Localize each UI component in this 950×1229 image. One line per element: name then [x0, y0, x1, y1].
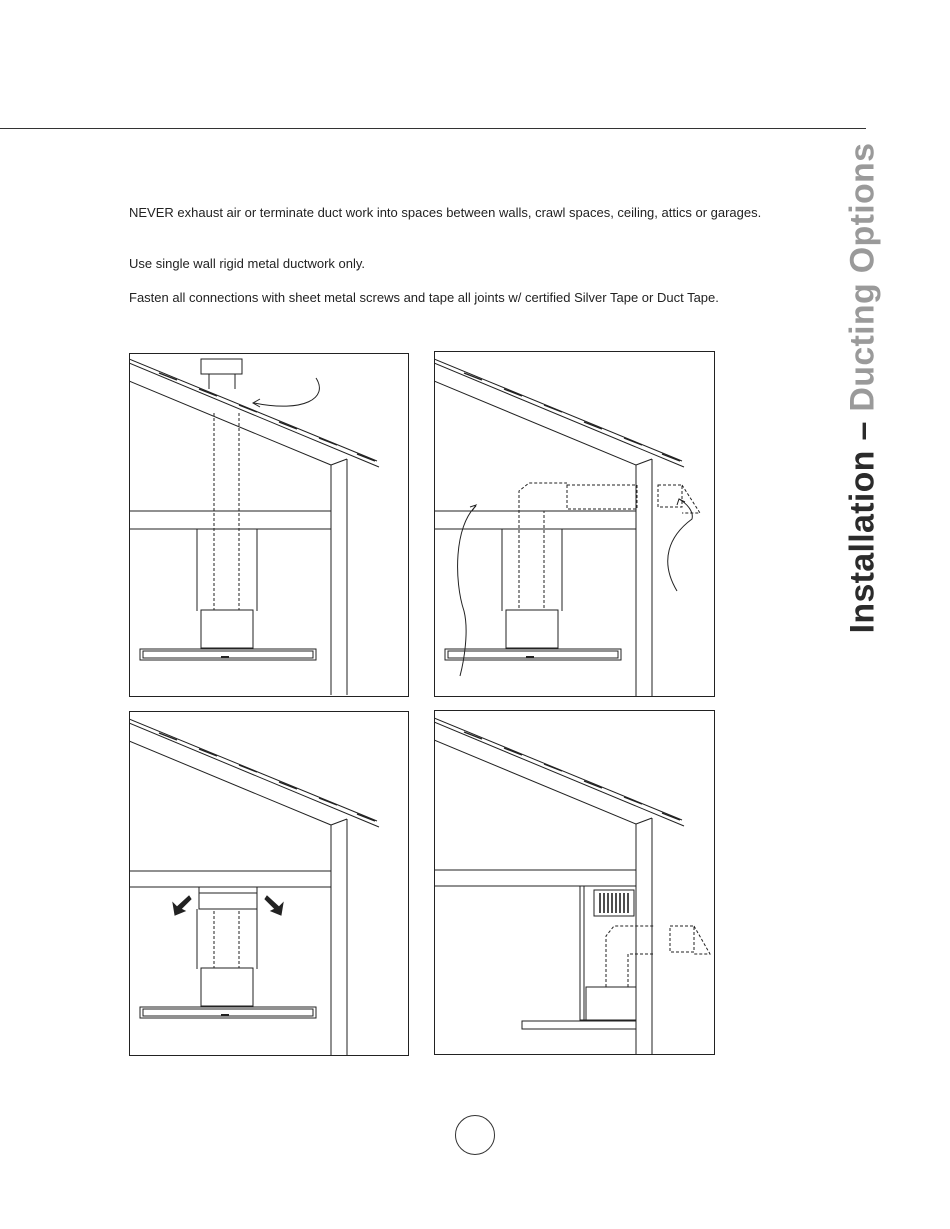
page-number-circle — [455, 1115, 495, 1155]
figure-recirculating — [129, 711, 410, 1057]
note-fasten-connections: Fasten all connections with sheet metal screws and tape all joints w/ certified Silver Tape or Duct Tape. — [129, 290, 719, 305]
header-rule — [0, 128, 866, 129]
figure-direct-wall-vent — [434, 710, 716, 1056]
section-title-ducting-options: Ducting Options — [843, 142, 882, 412]
figure-roof-vent — [129, 353, 410, 698]
note-never-exhaust: NEVER exhaust air or terminate duct work into spaces between walls, crawl spaces, ceiling, attics or garages. — [129, 205, 762, 220]
figure-wall-vent-attic — [434, 351, 716, 698]
note-rigid-metal: Use single wall rigid metal ductwork only. — [129, 256, 366, 271]
section-title-installation: Installation – — [843, 411, 882, 634]
